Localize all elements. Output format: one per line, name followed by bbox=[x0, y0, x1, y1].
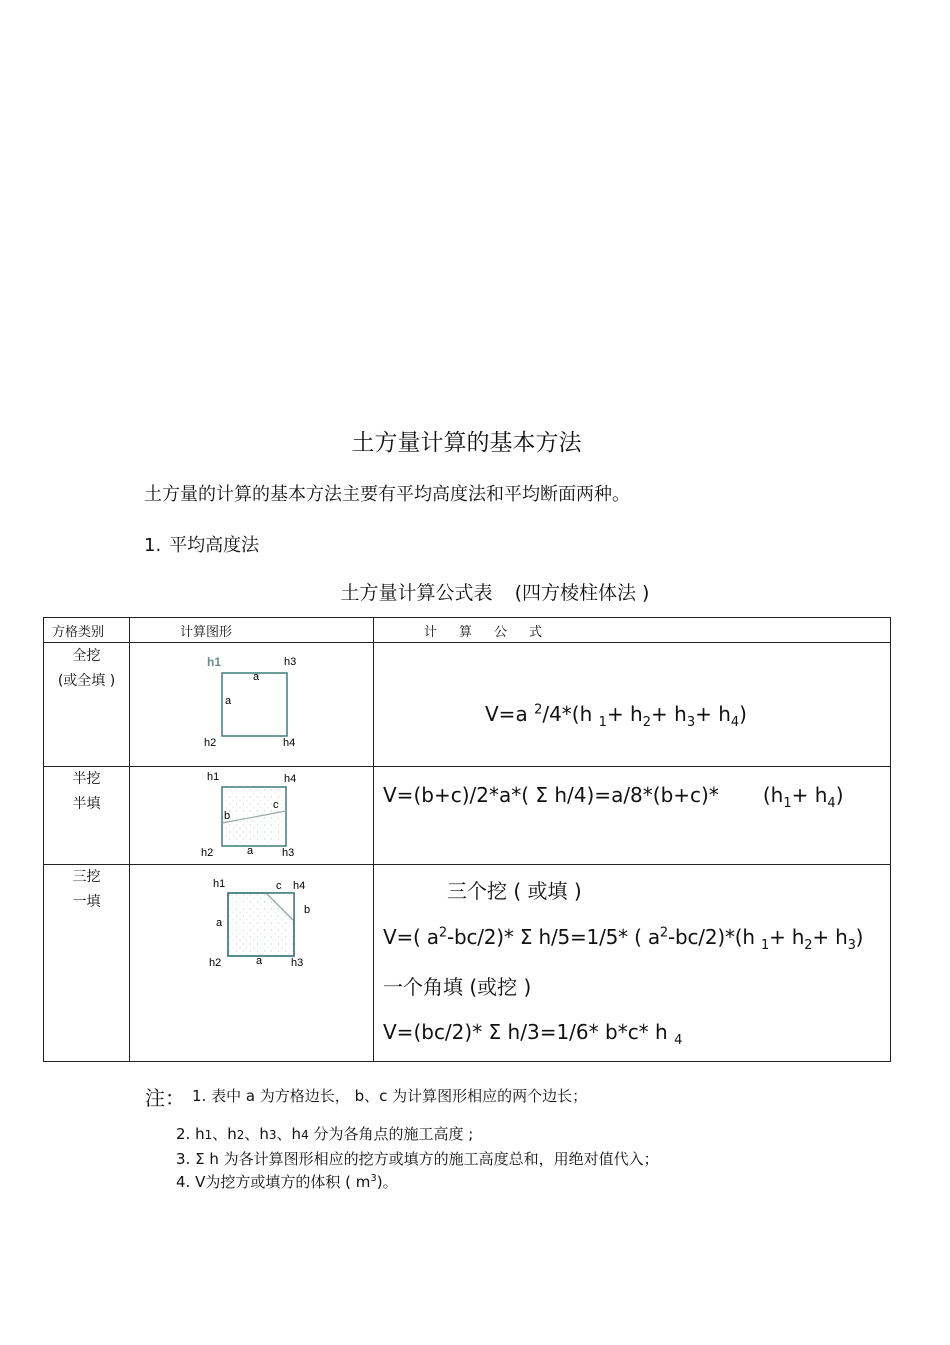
label-h1: h1 bbox=[207, 655, 222, 669]
three-cut-diagram bbox=[130, 865, 373, 975]
label-a-top: a bbox=[253, 671, 260, 683]
label-h2: h2 bbox=[204, 737, 217, 749]
notes-heading: 注： bbox=[145, 1086, 185, 1110]
category-sublabel: 一填 bbox=[72, 894, 101, 910]
formula-cell bbox=[374, 643, 891, 767]
table-row bbox=[44, 643, 891, 767]
category-sublabel: (或全填 ) bbox=[57, 673, 116, 689]
document-title: 土方量计算的基本方法 bbox=[351, 430, 582, 456]
label-a-left: a bbox=[225, 695, 232, 707]
table-header-row bbox=[44, 618, 891, 643]
caption-paren: (四方棱柱体法 ) bbox=[514, 582, 650, 604]
label-a-bottom: a bbox=[256, 955, 263, 967]
table-row bbox=[44, 865, 891, 1062]
formula-half-cut: V=(b+c)/2*a*( Σ h/4)=a/8*(b+c)* $(h_1+ h_4)$ bbox=[383, 783, 844, 811]
label-h3: h3 bbox=[284, 656, 297, 668]
section-heading bbox=[144, 531, 259, 557]
category-cell bbox=[44, 865, 130, 1062]
section-number: 1. bbox=[144, 535, 162, 556]
caption-main: 土方量计算公式表 bbox=[340, 582, 493, 604]
label-h1: h1 bbox=[213, 878, 226, 890]
note-2: 2. h1、h2、h3、h4 分为各角点的施工高度 ; bbox=[176, 1125, 474, 1143]
case-three-cut: 三个挖 ( 或填 ) bbox=[447, 879, 582, 903]
formula-three-cut: V=( $a^2-bc/2)*$ Σ h/5=1/5* ( $a^2-bc/2)*(h$ $_1+ h_2+ h_3$) bbox=[383, 925, 864, 953]
figure-cell bbox=[130, 767, 374, 865]
header-category: 方格类别 bbox=[44, 618, 130, 643]
note-1: 1. 表中 a 为方格边长， b、c 为计算图形相应的两个边长； bbox=[192, 1087, 588, 1105]
formula-one-fill: V=(bc/2)* Σ h/3=1/6* b*c* h $_4$ bbox=[383, 1020, 683, 1048]
half-cut-diagram bbox=[130, 767, 373, 864]
label-h2: h2 bbox=[209, 957, 222, 969]
full-cut-diagram bbox=[130, 643, 373, 766]
label-h2: h2 bbox=[201, 847, 214, 859]
table-caption bbox=[0, 578, 950, 605]
label-c: c bbox=[276, 880, 282, 892]
label-a: a bbox=[247, 845, 254, 857]
table-row bbox=[44, 767, 891, 865]
category-label: 半挖 bbox=[72, 771, 101, 787]
formula-cell bbox=[374, 767, 891, 865]
formula-full-cut: V=a $^2$/4*(h $_1+ h_2+ h_3+ h_4$) bbox=[485, 702, 747, 730]
category-label: 三挖 bbox=[72, 869, 101, 885]
note-4: 4. V为挖方或填方的体积 ( $m^3$)。 bbox=[176, 1173, 398, 1191]
category-label: 全挖 bbox=[72, 648, 101, 664]
category-sublabel: 半填 bbox=[72, 796, 101, 812]
formula-table bbox=[43, 617, 891, 1062]
label-h4: h4 bbox=[284, 773, 297, 785]
label-c: c bbox=[273, 799, 279, 811]
case-one-fill: 一个角填 (或挖 ) bbox=[383, 975, 532, 999]
category-cell bbox=[44, 643, 130, 767]
label-b: b bbox=[224, 810, 231, 822]
header-formula: 计 算 公 式 bbox=[374, 618, 891, 643]
label-h3: h3 bbox=[291, 957, 304, 969]
figure-cell bbox=[130, 865, 374, 1062]
figure-cell bbox=[130, 643, 374, 767]
label-h4: h4 bbox=[293, 880, 306, 892]
label-a-left: a bbox=[216, 917, 223, 929]
note-3: 3. Σ h 为各计算图形相应的挖方或填方的施工高度总和，用绝对值代入； bbox=[176, 1150, 659, 1168]
category-cell bbox=[44, 767, 130, 865]
intro-paragraph: 土方量的计算的基本方法主要有平均高度法和平均断面两种。 bbox=[144, 484, 630, 505]
label-h4: h4 bbox=[283, 737, 296, 749]
label-h3: h3 bbox=[282, 847, 295, 859]
section-title: 平均高度法 bbox=[169, 535, 260, 556]
header-figure: 计算图形 bbox=[130, 618, 374, 643]
formula-cell bbox=[374, 865, 891, 1062]
label-b: b bbox=[304, 904, 311, 916]
label-h1: h1 bbox=[207, 771, 220, 783]
